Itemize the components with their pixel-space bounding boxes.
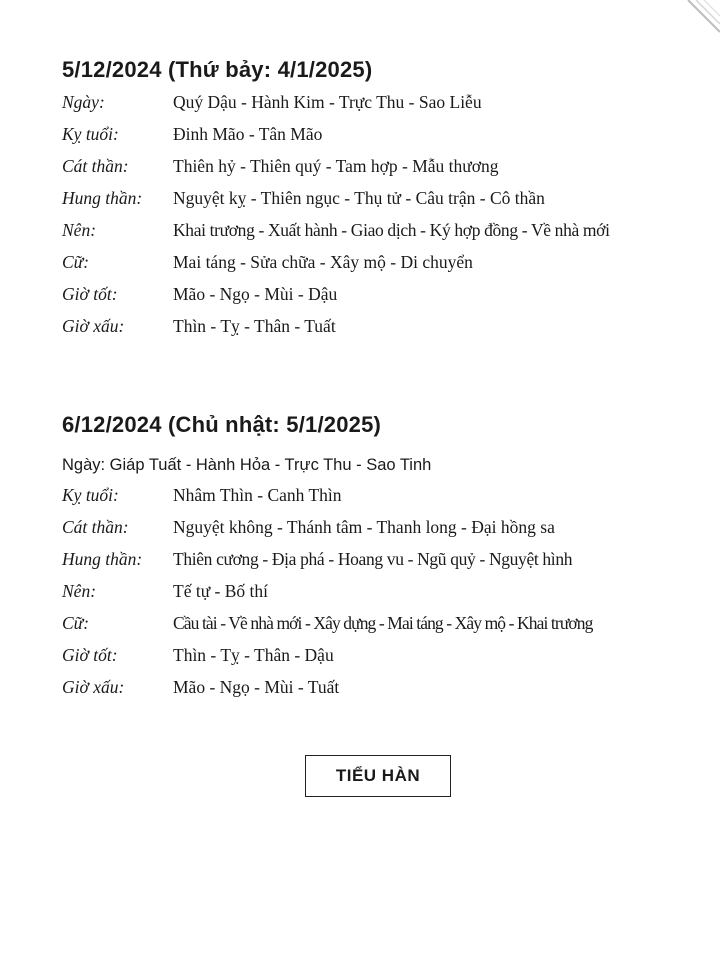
row-label: Cữ: (62, 252, 90, 272)
row-value: Mão - Ngọ - Mùi - Dậu (173, 284, 338, 304)
row-label: Ngày: (62, 92, 105, 112)
row-value: Đinh Mão - Tân Mão (173, 124, 323, 144)
row-label: Giờ xấu: (62, 316, 125, 336)
row-label: Nên: (62, 581, 97, 601)
row-label: Hung thần: (62, 188, 143, 208)
row-value: Khai trương - Xuất hành - Giao dịch - Ký hợp đồng - Về nhà mới (173, 220, 610, 240)
page-curl-icon (680, 0, 720, 40)
row-value: Quý Dậu - Hành Kim - Trực Thu - Sao Liễu (173, 92, 482, 112)
row-label: Cữ: (62, 613, 90, 633)
row-value: Nguyệt không - Thánh tâm - Thanh long - Đại hồng sa (173, 517, 555, 537)
row-label: Giờ tốt: (62, 645, 118, 665)
row-value: Thìn - Tỵ - Thân - Tuất (173, 316, 336, 336)
row-value: Mão - Ngọ - Mùi - Tuất (173, 677, 340, 697)
row-label: Cát thần: (62, 156, 129, 176)
day-2-row-ngay (62, 451, 431, 479)
row-value: Thìn - Tỵ - Thân - Dậu (173, 645, 334, 665)
row-label: Kỵ tuổi: (62, 124, 119, 144)
row-value: Nguyệt kỵ - Thiên ngục - Thụ tử - Câu trận - Cô thần (173, 188, 545, 208)
row-value: Cầu tài - Về nhà mới - Xây dựng - Mai táng - Xây mộ - Khai trương (173, 613, 593, 633)
row-label: Hung thần: (62, 549, 143, 569)
row-label: Giờ tốt: (62, 284, 118, 304)
row-value: Tế tự - Bố thí (173, 581, 269, 601)
row-label: Giờ xấu: (62, 677, 125, 697)
row-value: Thiên cương - Địa phá - Hoang vu - Ngũ quỷ - Nguyệt hình (173, 549, 573, 569)
section-heading-box: TIỂU HÀN (305, 755, 451, 797)
row-value: Thiên hỷ - Thiên quý - Tam hợp - Mẫu thương (173, 156, 499, 176)
row-label: Nên: (62, 220, 97, 240)
row-value: Nhâm Thìn - Canh Thìn (173, 485, 342, 505)
row-value: Mai táng - Sửa chữa - Xây mộ - Di chuyển (173, 252, 473, 272)
day-2-title: 6/12/2024 (Chủ nhật: 5/1/2025) (62, 412, 382, 437)
row-label: Cát thần: (62, 517, 129, 537)
day-1-title: 5/12/2024 (Thứ bảy: 4/1/2025) (62, 57, 373, 82)
row-label: Kỵ tuổi: (62, 485, 119, 505)
row-ngay-line: Ngày: Giáp Tuất - Hành Hỏa - Trực Thu - Sao Tinh (62, 456, 432, 474)
